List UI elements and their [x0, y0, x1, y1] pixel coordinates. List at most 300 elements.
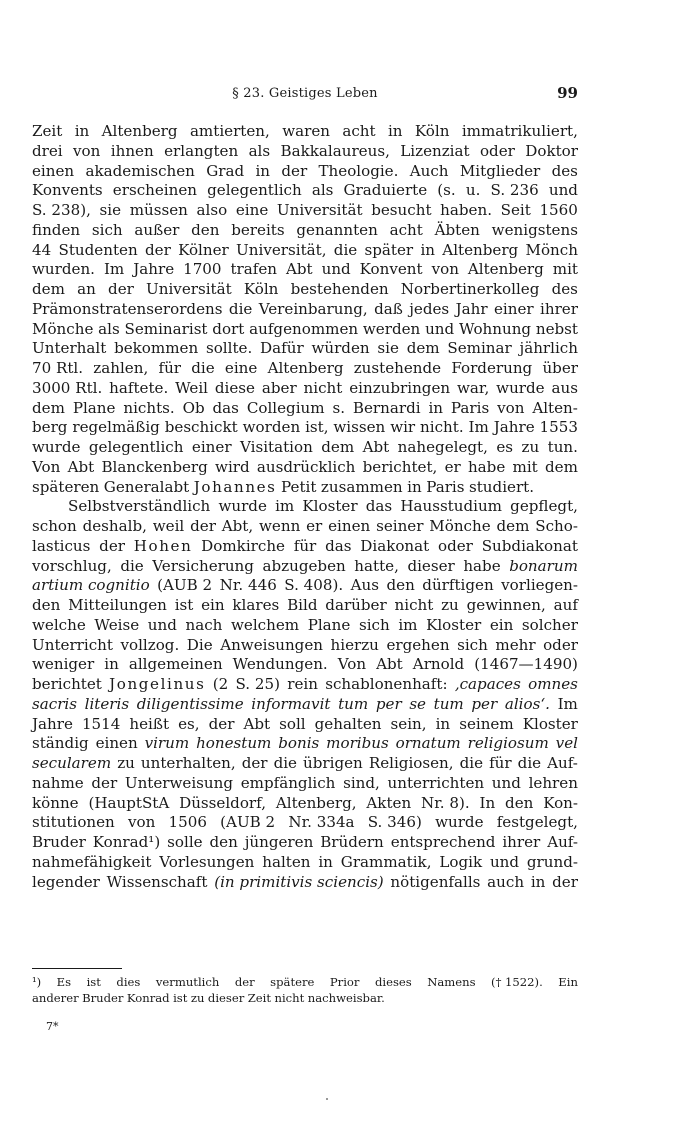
body-line [32, 339, 578, 359]
body-word: es [496, 438, 514, 456]
body-word: honestum [196, 734, 272, 753]
body-word: dort [212, 319, 245, 338]
body-word: solle [167, 833, 203, 851]
body-word: Kloster [426, 615, 482, 634]
body-word: die [517, 754, 542, 772]
body-word: Zeit [32, 122, 63, 140]
body-word: vollzog. [120, 635, 180, 654]
body-word: die [191, 359, 215, 377]
body-word: (AUB 2 [220, 813, 276, 832]
body-word: wird [215, 457, 250, 476]
body-word: jüngeren [244, 833, 314, 851]
body-word: berg [32, 418, 68, 437]
body-word: gehalten [314, 714, 382, 733]
body-word: wissen [333, 418, 386, 437]
body-word: Konrad¹) [92, 833, 161, 851]
body-word: für [158, 359, 182, 377]
body-word: zusammen [320, 477, 403, 496]
body-line [32, 122, 578, 142]
body-word: nahme [32, 773, 84, 792]
body-word: zahlen, [93, 359, 149, 377]
body-word: späteren [32, 477, 100, 496]
body-word: gepflegt, [510, 497, 578, 516]
body-word: ein [489, 615, 514, 634]
body-word: in [255, 161, 271, 180]
body-word: nebst [535, 319, 578, 338]
body-word: welche [32, 615, 86, 634]
body-word: grund- [526, 852, 578, 871]
body-word: lehren [528, 773, 578, 792]
body-word: s. [332, 398, 346, 417]
body-word: Nr. 334a [288, 813, 355, 832]
body-word: dem [544, 457, 578, 476]
body-word: Altenberg [267, 359, 344, 377]
body-word: dürftigen [422, 576, 494, 595]
body-word: dieser [407, 556, 455, 575]
footnotes-word: vermutlich [155, 975, 220, 989]
body-word: den [191, 220, 220, 239]
body-word: solcher [521, 615, 578, 634]
body-word: (AUB 2 [157, 576, 213, 595]
body-word: Prämonstratenserordens [32, 299, 223, 318]
body-word: Von [32, 457, 61, 476]
body-word: eine [224, 359, 258, 377]
body-word: gelegentlich [88, 438, 184, 456]
body-line [32, 320, 578, 340]
body-line [32, 497, 578, 517]
body-word: 1514 [81, 714, 121, 733]
body-line [32, 399, 578, 419]
body-line [32, 181, 578, 201]
body-word: müssen [129, 201, 188, 219]
body-line [32, 517, 578, 537]
body-word: 1560 [539, 201, 578, 219]
body-line [32, 300, 578, 320]
signature-mark: 7* [46, 1020, 59, 1033]
body-word: Kloster [302, 497, 358, 516]
body-word: Forderung [451, 359, 533, 377]
body-word: Konvents [32, 181, 103, 200]
body-word: einer [493, 299, 534, 318]
body-word: schon [32, 517, 77, 535]
body-word: seinem [459, 714, 514, 733]
body-word: könne [32, 793, 79, 812]
body-word: als [311, 181, 334, 200]
body-word: weil [152, 517, 185, 535]
body-word: berichtet, [362, 457, 438, 476]
body-word: vorliegen- [501, 576, 578, 595]
body-word: S. 346) [367, 813, 422, 832]
body-line [32, 142, 578, 162]
body-word: Altenberg, [275, 793, 357, 812]
body-word: für [293, 536, 317, 555]
body-word: seiner [376, 517, 424, 535]
body-word: finden [32, 220, 81, 239]
body-word: schablonenhaft: [325, 675, 448, 693]
body-word: die [333, 240, 358, 259]
body-word: in [104, 655, 119, 674]
body-word: Weise [94, 615, 140, 634]
body-line [32, 241, 578, 261]
body-word: der [281, 161, 308, 180]
body-word: Grad [206, 161, 245, 180]
body-word: ist [174, 596, 194, 614]
body-word: und [491, 773, 521, 792]
body-word: mit [512, 457, 538, 476]
body-word: sie [99, 201, 122, 219]
body-word: der [208, 714, 235, 733]
body-word: in [428, 398, 444, 417]
body-word: Blanckenberg [101, 457, 208, 476]
body-word: lasticus [32, 536, 91, 555]
page-header [32, 84, 578, 106]
body-line [32, 754, 578, 774]
footnotes-word: Ein [558, 975, 578, 989]
body-word: empfänglich [240, 773, 336, 792]
body-word: im [275, 497, 295, 516]
body-word: Scho- [535, 517, 578, 535]
body-word: von [73, 141, 101, 160]
body-word: legender [32, 872, 100, 891]
body-word: Köln [414, 122, 450, 140]
body-word: dem [496, 517, 530, 535]
body-word: Generalabt [103, 477, 190, 496]
body-word: Petit [281, 477, 317, 496]
body-word: in [387, 122, 403, 140]
body-word: ihrer [540, 299, 578, 318]
body-word: ist, [305, 418, 329, 437]
body-word: ausdrücklich [256, 457, 356, 476]
body-word: nicht. [420, 418, 464, 437]
body-word: acht [389, 220, 423, 239]
body-line [32, 359, 578, 379]
body-word: Studenten [58, 240, 138, 259]
body-word: amtierten, [189, 122, 270, 140]
body-line [32, 280, 578, 300]
body-word: unterrichten [387, 773, 485, 792]
body-word: Jahre [133, 260, 175, 279]
body-word: sind, [343, 773, 380, 792]
body-word: alios‘. [504, 694, 550, 713]
body-word: von [497, 398, 525, 417]
body-word: zu [521, 438, 540, 456]
body-word: wenigstens [491, 220, 578, 239]
body-word: einen [328, 517, 371, 535]
footnotes-word: Prior [329, 975, 360, 989]
footnotes-word: Es [56, 975, 72, 989]
body-line [32, 537, 578, 557]
body-word: und [321, 260, 351, 279]
body-word: bestehenden [290, 280, 389, 298]
body-word: haben. [440, 201, 492, 219]
body-word: den [209, 833, 238, 851]
body-word: Im [557, 694, 578, 713]
body-word: Norbertinerkolleg [400, 280, 540, 298]
body-word: Abt [285, 260, 313, 279]
body-word: aufgenommen [249, 319, 359, 338]
body-word: der [552, 872, 578, 891]
body-word: hierzu [330, 635, 379, 654]
body-word: 1506 [168, 813, 207, 832]
body-line [32, 478, 578, 498]
body-word: nötigenfalls [390, 872, 481, 891]
body-word: genannten [296, 220, 378, 239]
body-line [32, 813, 578, 833]
body-word: nichts. [123, 398, 175, 417]
footnotes-word: nachweisbar. [307, 991, 385, 1005]
footnotes-word: nicht [274, 991, 305, 1005]
body-word: den [32, 596, 61, 614]
body-word: regelmäßig [72, 418, 160, 437]
body-word: Mönche [429, 517, 491, 535]
body-word: sein, [390, 714, 427, 733]
body-word: Düsseldorf, [179, 793, 266, 812]
body-word: Domkirche [201, 536, 285, 555]
body-word: des [551, 280, 578, 298]
body-word: jährlich [519, 339, 578, 358]
body-word: Wohnung [458, 319, 532, 338]
body-word: Konvent [359, 260, 423, 279]
body-word: se [409, 694, 426, 713]
body-word: Jongelinus [109, 675, 206, 693]
body-word: diese [214, 378, 255, 397]
body-word: an [77, 280, 96, 298]
body-word: Unterweisung [124, 773, 234, 792]
body-word: immatrikuliert, [461, 122, 578, 140]
body-word: 1700 [183, 260, 222, 279]
body-line [32, 715, 578, 735]
body-word: der [190, 517, 216, 535]
body-word: sie [377, 339, 399, 358]
body-text [32, 122, 578, 892]
body-word: (1467—1490) [474, 655, 578, 674]
body-word: berichtet [32, 675, 102, 693]
body-word: Nr. 8). [421, 793, 470, 812]
body-word: Vereinbarung, [258, 299, 368, 318]
body-word: entsprechend [390, 833, 496, 851]
body-word: nahmefähigkeit [32, 852, 152, 871]
body-word: Wendungen. [232, 655, 328, 674]
body-word: ihrer [502, 833, 541, 851]
body-word: eine [235, 201, 269, 219]
body-word: nicht [303, 378, 343, 397]
body-line [32, 794, 578, 814]
body-word: abzugeben [262, 556, 346, 575]
body-word: oder [479, 141, 515, 160]
body-word: dem [406, 339, 440, 358]
body-word: Bild [287, 596, 318, 614]
body-word: Collegium [246, 398, 325, 417]
body-word: sich [91, 220, 123, 239]
body-word: das [325, 536, 352, 555]
body-word: drei [32, 141, 63, 160]
body-word: (in primitivis sciencis) [214, 872, 384, 891]
footnotes-word: der [234, 975, 255, 989]
body-word: Altenberg [101, 122, 178, 140]
body-word: 44 [32, 240, 52, 259]
body-word: von [127, 813, 156, 832]
footnotes-word: dies [116, 975, 141, 989]
body-word: Grammatik, [340, 852, 432, 871]
footnotes-word: zu [190, 991, 205, 1005]
body-word: das [365, 497, 393, 516]
body-word: einer [191, 438, 232, 456]
body-word: Plane [72, 398, 116, 417]
body-word: und [489, 852, 520, 871]
body-word: secularem [32, 754, 112, 772]
body-word: (HauptStA [88, 793, 170, 812]
body-line [32, 774, 578, 794]
body-word: Visitation [239, 438, 313, 456]
body-word: vorschlug, [32, 556, 112, 575]
body-word: den [386, 576, 415, 595]
body-word: trafen [230, 260, 278, 279]
body-word: deshalb, [82, 517, 147, 535]
body-word: jedes [409, 299, 450, 318]
body-word: mit [552, 260, 578, 279]
body-word: er [306, 517, 323, 535]
body-word: erlangten [164, 141, 239, 160]
body-word: Im [468, 418, 489, 437]
body-word: nahegelegt, [397, 438, 488, 456]
body-word: festgelegt, [496, 813, 578, 832]
body-word: Kölner [178, 240, 229, 259]
body-word: er [444, 457, 461, 476]
body-word: einen [95, 734, 138, 753]
body-word: Abt [243, 714, 271, 733]
body-word: Seminar [447, 339, 512, 358]
body-word: stitutionen [32, 813, 115, 832]
body-word: soll [279, 714, 306, 733]
body-word: und [548, 181, 578, 200]
body-word: Mitteilungen [68, 596, 167, 614]
body-word: 3000 Rtl. [32, 378, 103, 397]
body-word: gelegentlich [207, 181, 302, 200]
body-word: später [364, 240, 414, 259]
body-word: wurde [32, 438, 81, 456]
body-word: auf [553, 596, 578, 614]
body-line [32, 576, 578, 596]
body-word: Anweisungen [220, 635, 323, 654]
body-word: Jahre [493, 418, 535, 437]
body-word: die [228, 299, 253, 318]
body-word: dem [32, 398, 65, 417]
body-word: besucht [371, 201, 432, 219]
body-word: Paris [450, 398, 490, 417]
footnotes-line [32, 974, 578, 990]
body-word: der [91, 773, 118, 792]
body-line [32, 853, 578, 873]
body-line [32, 221, 578, 241]
footnotes-line [32, 990, 578, 1006]
body-word: Doktor [525, 141, 578, 160]
body-word: der [99, 536, 125, 555]
body-word: (2 [212, 675, 229, 693]
body-word: 1553 [539, 418, 578, 437]
footnotes-word: Zeit [247, 991, 272, 1005]
body-word: aber [261, 378, 297, 397]
footnotes-word: Konrad [126, 991, 170, 1005]
body-line [32, 418, 578, 438]
body-word: bereits [231, 220, 285, 239]
body-word: Auf- [547, 754, 578, 772]
body-word: Kloster [522, 714, 578, 733]
body-word: oder [438, 536, 473, 555]
body-word: wenn [259, 517, 301, 535]
running-title: § 23. Geistiges Leben [232, 86, 378, 101]
body-word: würden [311, 339, 370, 358]
body-word: Unterhalt [32, 339, 107, 358]
body-word: Selbstverständlich [68, 497, 211, 516]
body-word: mehr [495, 635, 536, 654]
body-word: Mitglieder [459, 161, 541, 180]
body-word: Jahr [455, 299, 488, 318]
body-word: Paris [426, 477, 465, 496]
body-line [32, 557, 578, 577]
body-word: wir [390, 418, 416, 437]
body-word: in [318, 852, 333, 871]
body-word: Aus [350, 576, 380, 595]
body-word: Brüdern [320, 833, 384, 851]
page-number: 99 [557, 84, 578, 102]
body-word: Abt [376, 655, 403, 674]
body-word: und [425, 319, 455, 338]
body-word: Köln [243, 280, 279, 298]
footnotes-word: anderer [32, 991, 79, 1005]
body-word: klares [232, 596, 280, 614]
body-word: Akten [366, 793, 412, 812]
body-word: moribus [326, 734, 389, 753]
footnote-rule [32, 968, 122, 969]
body-word: in [435, 714, 451, 733]
body-word: dem [32, 280, 65, 298]
body-word: ein [201, 596, 225, 614]
body-word: und [147, 615, 177, 634]
body-line [32, 616, 578, 636]
body-word: Kon- [543, 793, 578, 812]
body-word: Ob [182, 398, 205, 417]
body-word: wurden. [32, 260, 95, 279]
body-word: sich [358, 615, 390, 634]
footnotes-word: Bruder [82, 991, 124, 1005]
body-word: sich [457, 635, 488, 654]
body-word: nicht [394, 596, 434, 614]
body-word: Seminarist [124, 319, 208, 338]
body-word: ornatum [395, 734, 461, 753]
body-word: darüber [325, 596, 387, 614]
footnotes-word: ist [86, 975, 101, 989]
body-line [32, 873, 578, 893]
body-word: omnes [528, 675, 578, 693]
body-word: dem [321, 438, 355, 456]
body-word: In [479, 793, 496, 812]
body-word: literis [84, 694, 130, 713]
body-word: Subdiakonat [481, 536, 578, 555]
body-word: Lizenziat [400, 141, 470, 160]
body-word: Universität [146, 280, 232, 298]
footnotes-word: ist [173, 991, 188, 1005]
body-line [32, 636, 578, 656]
body-word: studiert. [469, 477, 535, 496]
body-word: unterhalten, [140, 754, 236, 772]
body-word: Hohen [133, 536, 193, 555]
body-word: wurde [218, 497, 267, 516]
body-word: Seit [500, 201, 531, 219]
body-word: weniger [32, 655, 95, 674]
body-word: Mönche [32, 319, 94, 338]
body-word: Graduierte [343, 181, 428, 200]
body-word: in [74, 122, 90, 140]
